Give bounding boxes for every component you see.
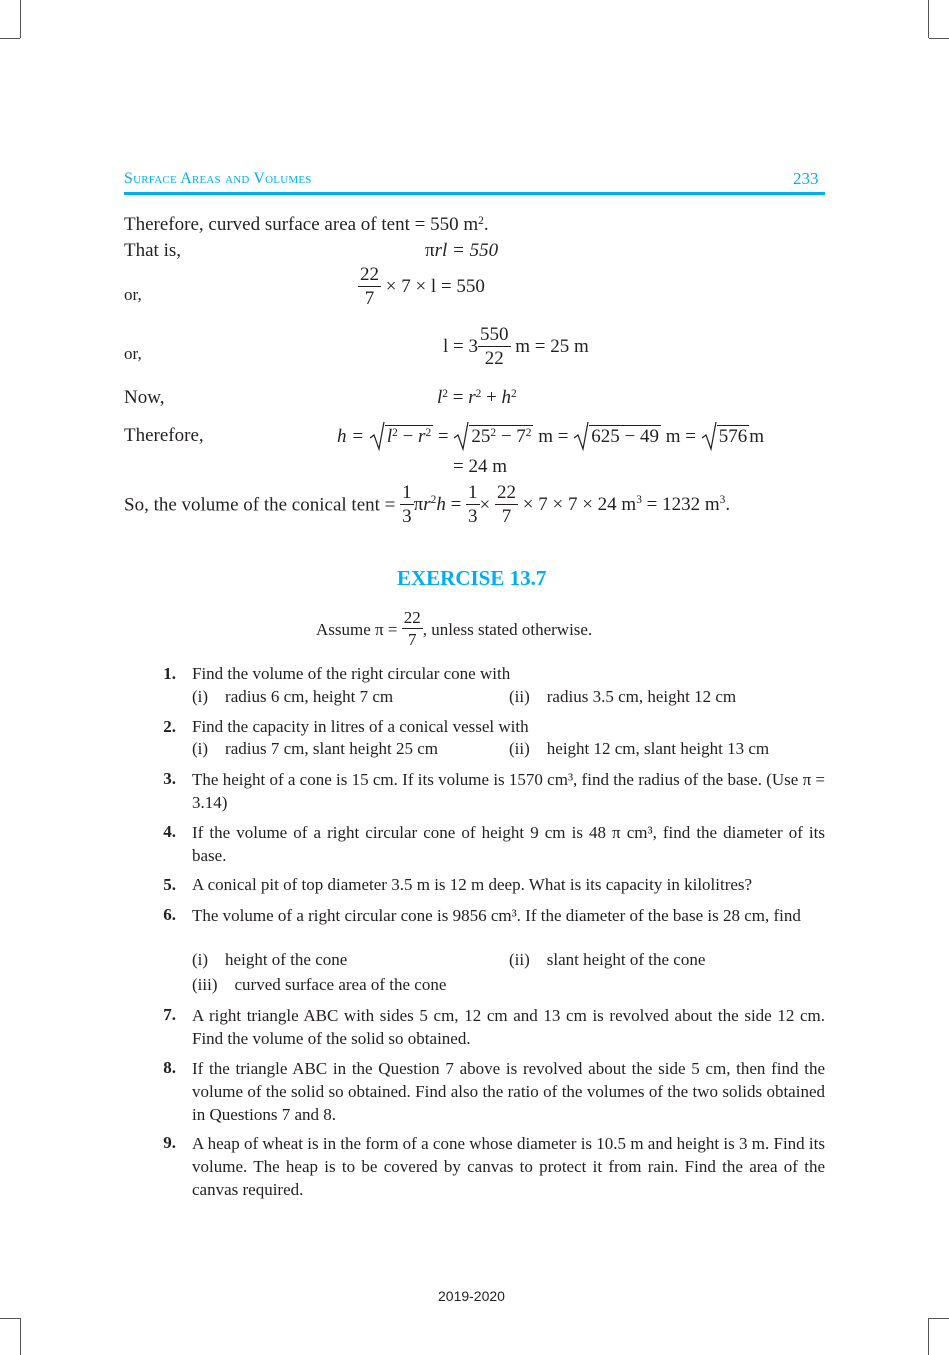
square-root: $25^2 - 7^2$ [453, 425, 533, 450]
crop-mark [928, 0, 929, 38]
fraction: $\frac{1}{3}$ [468, 482, 478, 527]
label-or-1: or, [124, 285, 142, 304]
running-title: Surface Areas and Volumes [124, 170, 312, 187]
question-number: 4. [163, 822, 176, 841]
crop-mark [928, 1318, 929, 1355]
equation-4: $l^2 = r^2 + h^2$ [437, 387, 517, 408]
square-root: 625 − 49 [573, 425, 661, 448]
question-number: 6. [163, 905, 176, 924]
crop-mark [929, 1318, 949, 1319]
question-part: (iii) curved surface area of the cone [192, 975, 447, 994]
question-part: (i) radius 6 cm, height 7 cm [192, 687, 394, 706]
fraction: $\frac{22}{7}$ [403, 608, 421, 649]
fraction: $\frac{22}{7}$ [360, 264, 379, 309]
footer-year: 2019-2020 [438, 1288, 505, 1304]
question-number: 7. [163, 1005, 176, 1024]
question-text: The volume of a right circular cone is 9856 cm³. If the diameter of the base is 28 cm, find [192, 906, 801, 925]
question-part: (i) height of the cone [192, 950, 348, 969]
question-number: 3. [163, 769, 176, 788]
question-part: (i) radius 7 cm, slant height 25 cm [192, 739, 438, 758]
label-therefore: Therefore, [124, 425, 204, 446]
equation-6: = 24 m [453, 456, 507, 477]
fraction: $\frac{1}{3}$ [402, 482, 412, 527]
label-that-is: That is, [124, 240, 181, 261]
question-text: A heap of wheat is in the form of a cone whose diameter is 10.5 m and height is 3 m. Find its volume. The heap is to be covered by canvas to protect it from rain. Find the area of the canvas required. [192, 1134, 825, 1199]
header-rule [124, 192, 825, 195]
question-text: If the volume of a right circular cone of height 9 cm is 48 π cm³, find the diameter of its base. [192, 823, 825, 865]
solution-line-1: Therefore, curved surface area of tent = 550 $m^2$. [124, 214, 489, 235]
crop-mark [0, 1318, 20, 1319]
question-text: Find the capacity in litres of a conical vessel with [192, 717, 529, 736]
question-number: 9. [163, 1133, 176, 1152]
square-root: $l^2 - r^2$ [369, 425, 433, 450]
question-number: 5. [163, 875, 176, 894]
crop-mark [0, 38, 20, 39]
question-text: A conical pit of top diameter 3.5 m is 12 m deep. What is its capacity in kilolitres? [192, 875, 753, 894]
question-number: 1. [163, 664, 176, 683]
label-or-2: or, [124, 344, 142, 363]
crop-mark [929, 38, 949, 39]
fraction: $\frac{550}{22}$ [480, 324, 509, 369]
equation-3: l = 3 $\frac{550}{22}$ m = 25 m [443, 324, 589, 369]
question-number: 2. [163, 717, 176, 736]
volume-line: So, the volume of the conical tent = $\frac{1}{3}$ $\pi r^2h$ = $\frac{1}{3}$ × $\frac{22}{7}$ × 7 × 7 × 24 $m^3 = 1232$ $m^3$. [124, 482, 731, 527]
equation-1: πrl = 550 [425, 240, 499, 261]
equation-5: h = $l^2 - r^2$ = $25^2 - 7^2$ m = 625 − 49 m = 576 m [337, 425, 764, 450]
question-text: A right triangle ABC with sides 5 cm, 12 cm and 13 cm is revolved about the side 12 cm. Find the volume of the solid so obtained. [192, 1006, 825, 1048]
question-part: (ii) radius 3.5 cm, height 12 cm [509, 687, 737, 706]
question-number: 8. [163, 1058, 176, 1077]
assume-line: Assume π = $\frac{22}{7}$ , unless stated otherwise. [316, 608, 593, 649]
square-root: 576 [701, 425, 750, 448]
label-now: Now, [124, 387, 165, 408]
question-text: If the triangle ABC in the Question 7 above is revolved about the side 5 cm, then find the volume of the solid so obtained. Find also the ratio of the volumes of the two solids obtained in Questions 7 and 8. [192, 1059, 825, 1124]
crop-mark [20, 0, 21, 38]
page-number: 233 [793, 169, 819, 188]
question-part: (ii) height 12 cm, slant height 13 cm [509, 739, 770, 758]
equation-2: $\frac{22}{7}$ × 7 × l = 550 [360, 264, 485, 309]
fraction: $\frac{22}{7}$ [497, 482, 517, 527]
crop-mark [20, 1318, 21, 1355]
question-part: (ii) slant height of the cone [509, 950, 706, 969]
question-text: Find the volume of the right circular cone with [192, 664, 511, 683]
exercise-title: EXERCISE 13.7 [397, 566, 547, 590]
question-text: The height of a cone is 15 cm. If its volume is 1570 cm³, find the radius of the base. (Use π = 3.14) [192, 770, 825, 812]
